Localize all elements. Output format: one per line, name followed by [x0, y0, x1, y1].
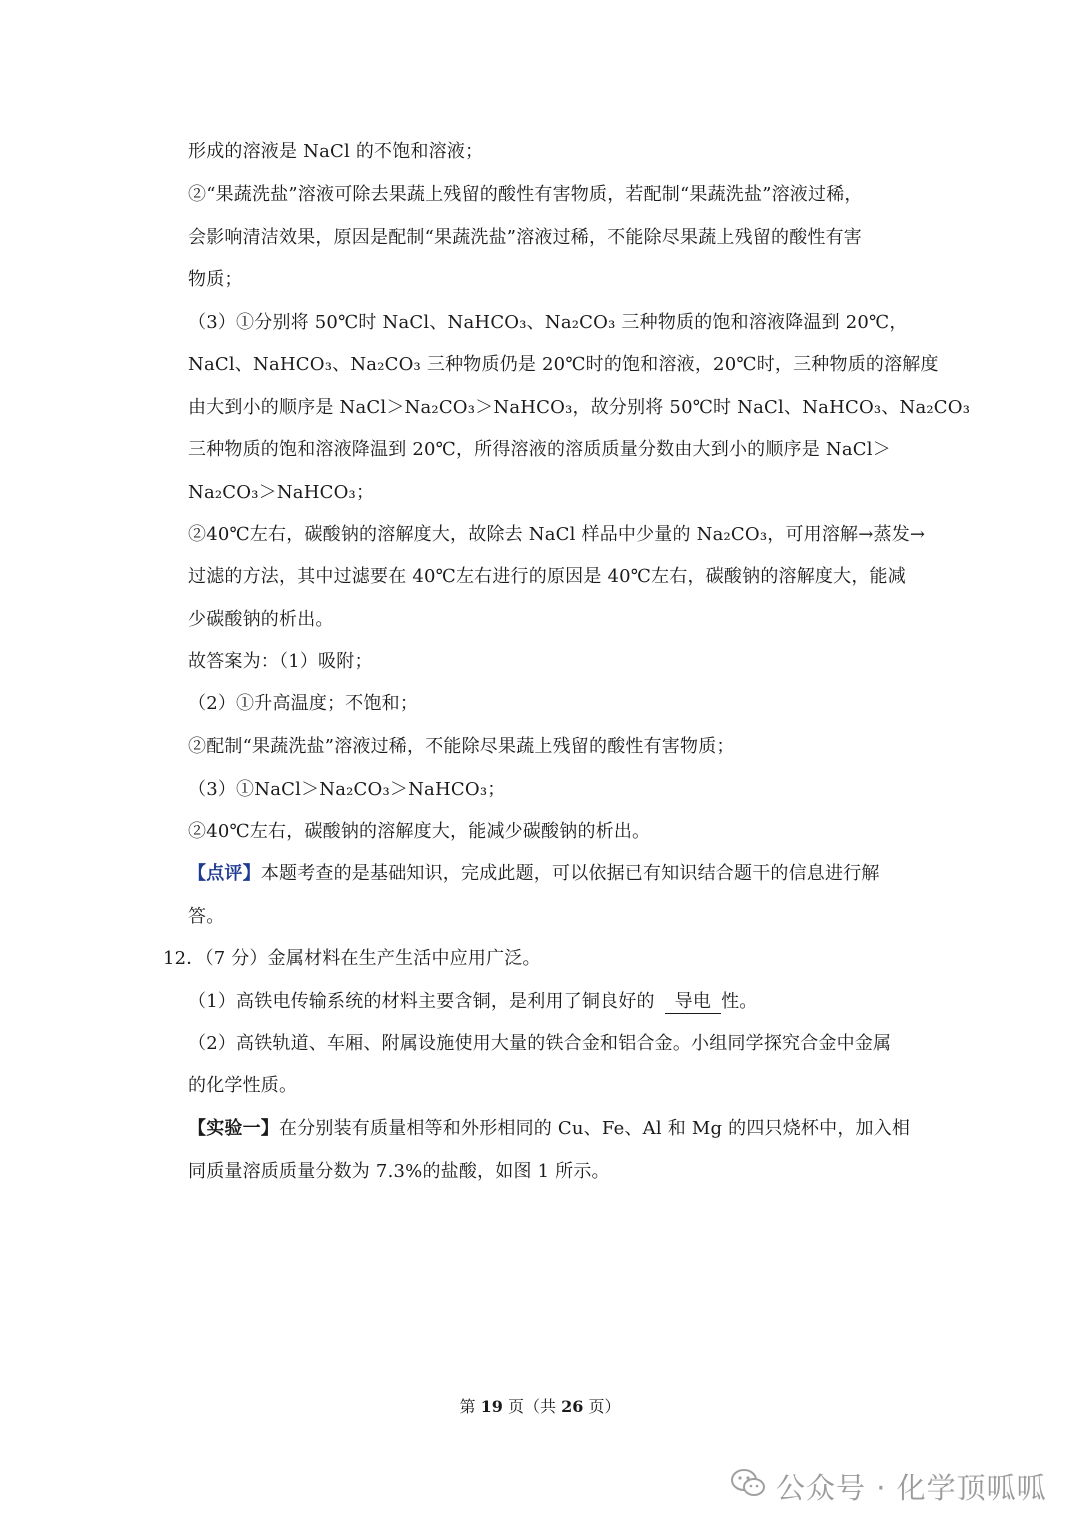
text-line: （3）①分别将 50℃时 NaCl、NaHCO₃、Na₂CO₃ 三种物质的饱和溶液降温到 20℃， [188, 312, 908, 333]
page-number: 19 [480, 1397, 503, 1416]
text-line: 物质； [188, 269, 243, 290]
review-tag: 【点评】 [188, 863, 261, 884]
footer-text: 第 [459, 1397, 476, 1416]
question-text: （1）高铁电传输系统的材料主要含铜，是利用了铜良好的 [188, 991, 655, 1012]
text-line: ②“果蔬洗盐”溶液可除去果蔬上残留的酸性有害物质，若配制“果蔬洗盐”溶液过稀， [188, 184, 863, 205]
text-line: 形成的溶液是 NaCl 的不饱和溶液； [188, 141, 484, 162]
question-text: 性。 [721, 991, 758, 1012]
text-line: 由大到小的顺序是 NaCl＞Na₂CO₃＞NaHCO₃，故分别将 50℃时 NaCl、NaHCO₃、Na₂CO₃ [188, 397, 971, 418]
question-title: 12．（7 分）金属材料在生产生活中应用广泛。 [163, 948, 541, 969]
text-line: 会影响清洁效果，原因是配制“果蔬洗盐”溶液过稀，不能除尽果蔬上残留的酸性有害 [188, 227, 863, 248]
text-line: ②配制“果蔬洗盐”溶液过稀，不能除尽果蔬上残留的酸性有害物质； [188, 736, 735, 757]
footer-text: 页） [588, 1397, 621, 1416]
text-line: （3）①NaCl＞Na₂CO₃＞NaHCO₃； [188, 779, 506, 800]
watermark-text: 公众号 · 化学顶呱呱 [776, 1470, 1047, 1505]
experiment-tag: 【实验一】 [188, 1118, 279, 1139]
question-part-1 [188, 990, 928, 1014]
wechat-icon [730, 1468, 766, 1505]
total-pages: 26 [561, 1397, 584, 1416]
experiment-text: 在分别装有质量相等和外形相同的 Cu、Fe、Al 和 Mg 的四只烧杯中，加入相 [279, 1118, 911, 1139]
text-line: 过滤的方法，其中过滤要在 40℃左右进行的原因是 40℃左右，碳酸钠的溶解度大，能减 [188, 566, 906, 587]
text-line: 三种物质的饱和溶液降温到 20℃，所得溶液的溶质质量分数由大到小的顺序是 NaCl＞ [188, 439, 891, 460]
text-line: 故答案为：（1）吸附； [188, 651, 373, 672]
text-line: ②40℃左右，碳酸钠的溶解度大，故除去 NaCl 样品中少量的 Na₂CO₃，可用溶解→蒸发→ [188, 524, 926, 545]
footer-text: 页（共 [507, 1397, 556, 1416]
review-line [188, 862, 928, 886]
text-line: NaCl、NaHCO₃、Na₂CO₃ 三种物质仍是 20℃时的饱和溶液，20℃时，三种物质的溶解度 [188, 354, 939, 375]
text-line: 少碳酸钠的析出。 [188, 609, 334, 630]
text-line: 答。 [188, 906, 225, 927]
text-line: Na₂CO₃＞NaHCO₃； [188, 482, 375, 503]
question-part-2: （2）高铁轨道、车厢、附属设施使用大量的铁合金和铝合金。小组同学探究合金中金属 [188, 1033, 892, 1054]
review-text: 本题考查的是基础知识，完成此题，可以依据已有知识结合题干的信息进行解 [260, 863, 880, 884]
page-footer [0, 1395, 1080, 1419]
text-line: 的化学性质。 [188, 1075, 298, 1096]
experiment-line [188, 1117, 928, 1141]
answer-blank: 导电 [665, 991, 721, 1014]
text-line: （2）①升高温度；不饱和； [188, 693, 419, 714]
text-line: 同质量溶质质量分数为 7.3%的盐酸，如图 1 所示。 [188, 1161, 610, 1182]
watermark [730, 1462, 1047, 1510]
text-line: ②40℃左右，碳酸钠的溶解度大，能减少碳酸钠的析出。 [188, 821, 651, 842]
